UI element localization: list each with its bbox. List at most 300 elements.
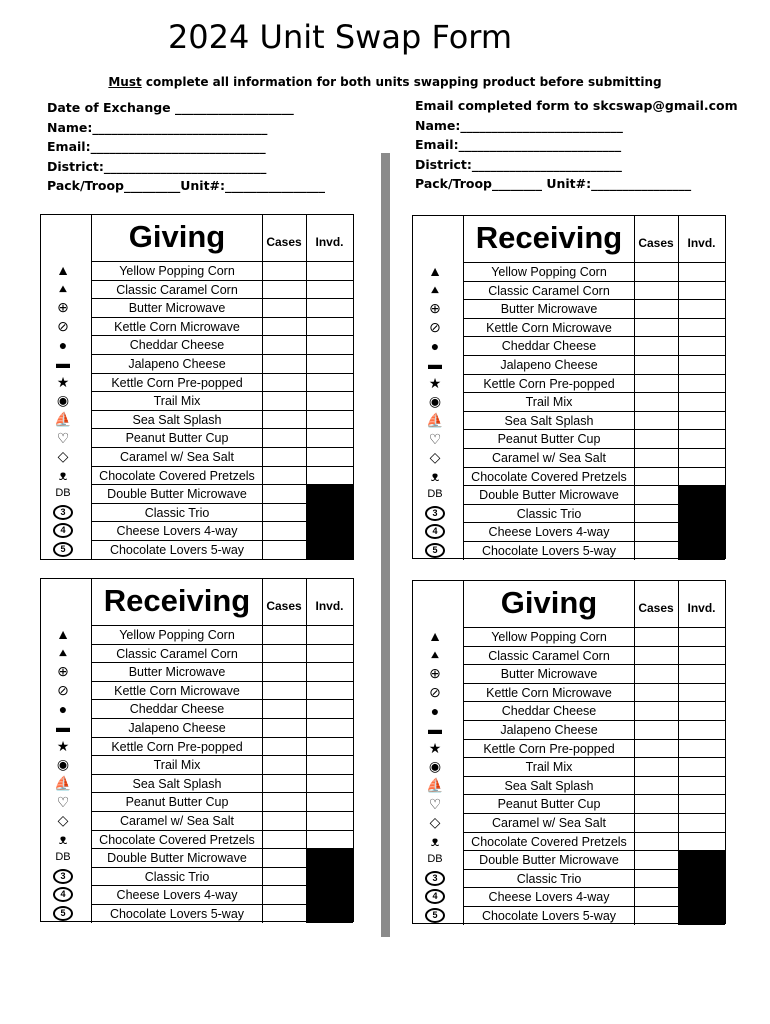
cases-cell[interactable] — [262, 755, 307, 774]
circle-check-icon: ⊘ — [429, 319, 441, 336]
tree-icon: ⯅ — [429, 646, 441, 663]
star-icon: ★ — [56, 737, 70, 754]
circle-plus-icon: ⊕ — [57, 299, 69, 316]
invd-cell[interactable] — [306, 662, 353, 681]
invd-cell — [678, 485, 725, 504]
page-title: 2024 Unit Swap Form — [167, 18, 513, 56]
invd-cell[interactable] — [678, 813, 725, 832]
invd-cell[interactable] — [306, 681, 353, 700]
cases-cell[interactable] — [634, 299, 679, 318]
product-rows — [41, 261, 353, 559]
cases-cell[interactable] — [634, 448, 679, 467]
table-row — [41, 811, 353, 830]
invd-cell[interactable] — [306, 280, 353, 299]
cases-cell[interactable] — [634, 318, 679, 337]
circle-plus-icon: ⊕ — [429, 665, 441, 682]
invd-cell[interactable] — [678, 794, 725, 813]
table-row — [413, 701, 725, 720]
invd-cell — [678, 504, 725, 523]
invd-cell[interactable] — [306, 830, 353, 849]
target-icon: ◉ — [428, 393, 442, 410]
invd-cell[interactable] — [678, 627, 725, 646]
date-of-exchange-field[interactable]: Date of Exchange ___________________ — [47, 100, 294, 115]
table-row — [413, 541, 725, 560]
cases-cell[interactable] — [262, 521, 307, 540]
cases-cell[interactable] — [262, 410, 307, 429]
diamond-icon: ◇ — [429, 449, 441, 466]
invd-cell — [306, 484, 353, 503]
product-name: Peanut Butter Cup — [91, 428, 262, 447]
table-row — [41, 317, 353, 336]
cases-cell[interactable] — [634, 701, 679, 720]
product-name: Sea Salt Splash — [91, 774, 262, 793]
cases-cell[interactable] — [262, 391, 307, 410]
product-name: Double Butter Microwave — [91, 484, 262, 503]
invd-cell — [678, 541, 725, 560]
table-row — [413, 374, 725, 393]
diamond-icon: ◇ — [429, 814, 441, 831]
table-row — [41, 718, 353, 737]
product-name: Caramel w/ Sea Salt — [91, 447, 262, 466]
invd-cell[interactable] — [306, 335, 353, 354]
product-name: Trail Mix — [463, 757, 634, 776]
cases-cell[interactable] — [262, 428, 307, 447]
cases-cell[interactable] — [262, 354, 307, 373]
circle-plus-icon: ⊕ — [429, 300, 441, 317]
invd-cell[interactable] — [678, 683, 725, 702]
product-name: Cheddar Cheese — [463, 336, 634, 355]
circle-5-icon — [413, 906, 457, 925]
invd-cell[interactable] — [306, 373, 353, 392]
receiving-panel-top-right — [412, 215, 726, 559]
invd-cell[interactable] — [306, 644, 353, 663]
cases-cell[interactable] — [262, 466, 307, 485]
tree-icon: ⯅ — [57, 644, 69, 661]
table-row — [413, 683, 725, 702]
table-row — [413, 869, 725, 888]
invd-cell[interactable] — [678, 757, 725, 776]
cases-cell[interactable] — [262, 335, 307, 354]
invd-cell[interactable] — [678, 664, 725, 683]
cases-cell[interactable] — [634, 467, 679, 486]
product-name: Chocolate Covered Pretzels — [91, 466, 262, 485]
table-row — [413, 355, 725, 374]
table-row — [413, 318, 725, 337]
circle-check-icon: ⊘ — [57, 318, 69, 335]
table-row — [41, 447, 353, 466]
table-row — [41, 830, 353, 849]
heart-icon: ♡ — [428, 795, 442, 812]
table-row — [413, 485, 725, 504]
circle-3-icon-digit: 3 — [425, 871, 445, 886]
circle-3-icon — [413, 869, 457, 888]
invd-cell[interactable] — [306, 466, 353, 485]
cases-cell[interactable] — [634, 757, 679, 776]
heart-icon: ♡ — [428, 430, 442, 447]
cases-cell[interactable] — [262, 298, 307, 317]
cases-cell[interactable] — [634, 664, 679, 683]
circle-4-icon-digit: 4 — [53, 523, 73, 538]
product-name: Jalapeno Cheese — [91, 354, 262, 373]
invd-cell[interactable] — [678, 467, 725, 486]
invd-cell[interactable] — [678, 720, 725, 739]
left-unit-info — [47, 98, 325, 196]
must-word: Must — [108, 75, 142, 89]
left-email-field[interactable]: Email:____________________________ — [47, 139, 266, 154]
cases-cell[interactable] — [634, 646, 679, 665]
cases-cell[interactable] — [634, 281, 679, 300]
cases-cell[interactable] — [262, 867, 307, 886]
right-pack-unit-field[interactable]: Pack/Troop________ Unit#:________________ — [415, 176, 692, 191]
table-row — [413, 832, 725, 851]
invd-cell[interactable] — [678, 318, 725, 337]
cases-cell[interactable] — [634, 794, 679, 813]
cases-cell[interactable] — [634, 906, 679, 925]
sailboat-icon: ⛵ — [54, 411, 72, 428]
invd-cell[interactable] — [306, 261, 353, 280]
cases-cell[interactable] — [634, 522, 679, 541]
table-row — [41, 792, 353, 811]
cases-cell[interactable] — [634, 541, 679, 560]
invd-cell[interactable] — [306, 718, 353, 737]
product-name: Trail Mix — [91, 391, 262, 410]
table-row — [41, 391, 353, 410]
table-row — [41, 681, 353, 700]
triangle-icon: ▲ — [56, 262, 70, 279]
invd-cell[interactable] — [678, 392, 725, 411]
product-name: Cheddar Cheese — [91, 335, 262, 354]
table-row — [413, 646, 725, 665]
invd-cell[interactable] — [306, 737, 353, 756]
invd-cell[interactable] — [306, 774, 353, 793]
cases-cell[interactable] — [262, 774, 307, 793]
invd-cell[interactable] — [678, 336, 725, 355]
product-name: Chocolate Lovers 5-way — [91, 904, 262, 923]
invd-cell[interactable] — [306, 447, 353, 466]
table-row — [41, 521, 353, 540]
star-icon: ★ — [428, 374, 442, 391]
right-name-field[interactable]: Name:__________________________ — [415, 117, 623, 133]
cases-column-header: Cases — [638, 601, 674, 615]
product-name: Jalapeno Cheese — [91, 718, 262, 737]
cases-cell[interactable] — [262, 625, 307, 644]
cases-cell[interactable] — [634, 776, 679, 795]
table-row — [41, 662, 353, 681]
product-name: Classic Trio — [91, 867, 262, 886]
invd-cell[interactable] — [306, 755, 353, 774]
table-row — [413, 392, 725, 411]
cases-cell[interactable] — [262, 830, 307, 849]
center-divider — [381, 153, 390, 937]
invd-cell[interactable] — [306, 410, 353, 429]
filled-rectangle-icon: ▬ — [428, 721, 442, 738]
cases-cell[interactable] — [634, 813, 679, 832]
circle-5-icon-digit: 5 — [425, 543, 445, 558]
tree-icon: ⯅ — [57, 280, 69, 297]
cases-cell[interactable] — [262, 644, 307, 663]
target-icon: ◉ — [56, 392, 70, 409]
star-icon: ★ — [56, 373, 70, 390]
cases-cell[interactable] — [262, 885, 307, 904]
panel-heading: Receiving — [103, 583, 251, 618]
cases-column-header: Cases — [266, 235, 302, 249]
table-row — [413, 757, 725, 776]
invd-cell[interactable] — [678, 739, 725, 758]
product-name: Caramel w/ Sea Salt — [91, 811, 262, 830]
cases-cell[interactable] — [634, 832, 679, 851]
right-unit-info — [415, 96, 738, 194]
product-name: Cheddar Cheese — [91, 699, 262, 718]
table-row — [41, 755, 353, 774]
product-name: Chocolate Lovers 5-way — [463, 906, 634, 925]
table-row — [413, 429, 725, 448]
table-row — [41, 354, 353, 373]
giving-panel-bottom-right — [412, 580, 726, 924]
table-row — [413, 850, 725, 869]
invd-cell — [678, 906, 725, 925]
product-name: Kettle Corn Pre-popped — [91, 737, 262, 756]
cases-cell[interactable] — [262, 280, 307, 299]
invd-cell[interactable] — [306, 699, 353, 718]
invd-cell[interactable] — [306, 792, 353, 811]
cases-cell[interactable] — [262, 792, 307, 811]
product-name: Trail Mix — [91, 755, 262, 774]
cases-cell[interactable] — [262, 811, 307, 830]
product-name: Peanut Butter Cup — [91, 792, 262, 811]
target-icon: ◉ — [56, 756, 70, 773]
cases-cell[interactable] — [262, 681, 307, 700]
cases-cell[interactable] — [262, 848, 307, 867]
invd-cell[interactable] — [306, 317, 353, 336]
cases-cell[interactable] — [634, 374, 679, 393]
db-label: DB — [427, 487, 443, 500]
invd-cell[interactable] — [678, 429, 725, 448]
table-row — [413, 813, 725, 832]
invd-cell — [306, 540, 353, 559]
cases-cell[interactable] — [262, 699, 307, 718]
circle-4-icon-digit: 4 — [425, 889, 445, 904]
product-name: Classic Trio — [463, 869, 634, 888]
product-name: Sea Salt Splash — [91, 410, 262, 429]
cases-cell[interactable] — [634, 869, 679, 888]
product-name: Trail Mix — [463, 392, 634, 411]
right-district-field[interactable]: District:________________________ — [415, 156, 622, 172]
left-pack-unit-field[interactable]: Pack/Troop_________Unit#:________________ — [47, 178, 326, 193]
table-row — [413, 776, 725, 795]
product-rows — [413, 627, 725, 925]
filled-circle-icon: ● — [58, 336, 68, 353]
circle-4-icon-digit: 4 — [53, 887, 73, 902]
invd-cell — [306, 521, 353, 540]
tree-icon: ⯅ — [429, 281, 441, 298]
circle-5-icon — [413, 541, 457, 560]
product-name: Yellow Popping Corn — [463, 262, 634, 281]
pretzel-icon: ᴥ — [430, 467, 440, 484]
product-name: Butter Microwave — [463, 664, 634, 683]
cases-cell[interactable] — [634, 504, 679, 523]
heart-icon: ♡ — [56, 429, 70, 446]
table-row — [41, 484, 353, 503]
circle-check-icon: ⊘ — [429, 684, 441, 701]
cases-cell[interactable] — [262, 261, 307, 280]
circle-3-icon — [41, 867, 85, 886]
invd-cell[interactable] — [678, 355, 725, 374]
db-label: DB — [55, 850, 71, 863]
triangle-icon: ▲ — [428, 628, 442, 645]
invd-cell[interactable] — [306, 428, 353, 447]
cases-cell[interactable] — [262, 737, 307, 756]
cases-cell[interactable] — [262, 503, 307, 522]
circle-5-icon — [41, 904, 85, 923]
table-row — [41, 540, 353, 559]
sailboat-icon: ⛵ — [54, 775, 72, 792]
invd-cell[interactable] — [678, 299, 725, 318]
invd-cell — [678, 887, 725, 906]
invd-cell — [306, 867, 353, 886]
product-name: Cheese Lovers 4-way — [91, 521, 262, 540]
table-row — [413, 299, 725, 318]
product-name: Butter Microwave — [91, 298, 262, 317]
cases-column-header: Cases — [638, 236, 674, 250]
cases-cell[interactable] — [262, 662, 307, 681]
product-name: Classic Caramel Corn — [91, 280, 262, 299]
product-name: Classic Trio — [91, 503, 262, 522]
circle-3-icon — [413, 504, 457, 523]
invd-cell[interactable] — [306, 811, 353, 830]
form-instructions — [0, 75, 770, 89]
invd-cell[interactable] — [678, 776, 725, 795]
circle-5-icon-digit: 5 — [425, 908, 445, 923]
product-name: Yellow Popping Corn — [91, 261, 262, 280]
cases-cell[interactable] — [262, 718, 307, 737]
table-row — [413, 448, 725, 467]
product-name: Cheddar Cheese — [463, 701, 634, 720]
product-name: Caramel w/ Sea Salt — [463, 448, 634, 467]
cases-cell[interactable] — [634, 392, 679, 411]
invd-cell[interactable] — [678, 832, 725, 851]
table-row — [41, 503, 353, 522]
pretzel-icon: ᴥ — [58, 830, 68, 847]
product-name: Kettle Corn Pre-popped — [463, 739, 634, 758]
product-name: Yellow Popping Corn — [463, 627, 634, 646]
receiving-panel-bottom-left — [40, 578, 354, 922]
cases-cell[interactable] — [634, 262, 679, 281]
cases-cell[interactable] — [262, 904, 307, 923]
cases-cell[interactable] — [634, 411, 679, 430]
product-name: Kettle Corn Microwave — [463, 318, 634, 337]
circle-5-icon-digit: 5 — [53, 906, 73, 921]
cases-cell[interactable] — [634, 720, 679, 739]
product-name: Classic Caramel Corn — [463, 281, 634, 300]
invd-cell[interactable] — [306, 354, 353, 373]
circle-3-icon — [41, 503, 85, 522]
product-name: Cheese Lovers 4-way — [91, 885, 262, 904]
invd-cell[interactable] — [678, 281, 725, 300]
diamond-icon: ◇ — [57, 448, 69, 465]
invd-column-header: Invd. — [315, 235, 344, 249]
invd-cell[interactable] — [678, 374, 725, 393]
invd-cell[interactable] — [678, 701, 725, 720]
table-row — [41, 644, 353, 663]
cases-cell[interactable] — [634, 627, 679, 646]
instructions-text: complete all information for both units swapping product before submitting — [141, 75, 662, 89]
invd-column-header: Invd. — [687, 601, 716, 615]
cases-cell[interactable] — [262, 373, 307, 392]
filled-rectangle-icon: ▬ — [56, 719, 70, 736]
product-name: Kettle Corn Microwave — [91, 681, 262, 700]
table-row — [413, 627, 725, 646]
diamond-icon: ◇ — [57, 812, 69, 829]
cases-cell[interactable] — [262, 484, 307, 503]
circle-5-icon-digit: 5 — [53, 542, 73, 557]
product-name: Classic Caramel Corn — [91, 644, 262, 663]
panel-heading: Giving — [128, 219, 226, 254]
triangle-icon: ▲ — [428, 263, 442, 280]
right-email-field[interactable]: Email:__________________________ — [415, 137, 622, 152]
product-name: Kettle Corn Pre-popped — [463, 374, 634, 393]
product-name: Sea Salt Splash — [463, 776, 634, 795]
cases-cell[interactable] — [634, 850, 679, 869]
invd-cell — [306, 503, 353, 522]
cases-cell[interactable] — [262, 317, 307, 336]
table-row — [41, 885, 353, 904]
table-row — [413, 720, 725, 739]
table-row — [41, 848, 353, 867]
product-name: Chocolate Lovers 5-way — [463, 541, 634, 560]
cases-cell[interactable] — [634, 485, 679, 504]
product-name: Classic Trio — [463, 504, 634, 523]
invd-column-header: Invd. — [315, 599, 344, 613]
invd-cell[interactable] — [678, 262, 725, 281]
invd-cell[interactable] — [306, 298, 353, 317]
pretzel-icon: ᴥ — [58, 466, 68, 483]
email-instructions: Email completed form to skcswap@gmail.com — [415, 98, 738, 113]
panel-heading: Giving — [500, 585, 598, 620]
invd-cell[interactable] — [306, 391, 353, 410]
product-name: Kettle Corn Microwave — [91, 317, 262, 336]
invd-cell — [678, 850, 725, 869]
table-row — [41, 625, 353, 644]
cases-cell[interactable] — [262, 447, 307, 466]
table-row — [41, 410, 353, 429]
product-name: Sea Salt Splash — [463, 411, 634, 430]
heart-icon: ♡ — [56, 793, 70, 810]
cases-cell[interactable] — [634, 429, 679, 448]
product-name: Double Butter Microwave — [463, 485, 634, 504]
cases-cell[interactable] — [634, 887, 679, 906]
target-icon: ◉ — [428, 758, 442, 775]
cases-cell[interactable] — [634, 739, 679, 758]
table-row — [413, 281, 725, 300]
left-district-field[interactable]: District:__________________________ — [47, 158, 267, 174]
invd-cell[interactable] — [306, 625, 353, 644]
product-name: Chocolate Covered Pretzels — [463, 467, 634, 486]
invd-cell[interactable] — [678, 448, 725, 467]
cases-cell[interactable] — [634, 683, 679, 702]
cases-cell[interactable] — [262, 540, 307, 559]
invd-cell[interactable] — [678, 646, 725, 665]
table-row — [41, 298, 353, 317]
table-row — [41, 774, 353, 793]
db-label: DB — [55, 486, 71, 499]
cases-cell[interactable] — [634, 336, 679, 355]
star-icon: ★ — [428, 739, 442, 756]
cases-cell[interactable] — [634, 355, 679, 374]
invd-cell[interactable] — [678, 411, 725, 430]
left-name-field[interactable]: Name:____________________________ — [47, 119, 268, 135]
product-name: Cheese Lovers 4-way — [463, 522, 634, 541]
table-row — [413, 522, 725, 541]
